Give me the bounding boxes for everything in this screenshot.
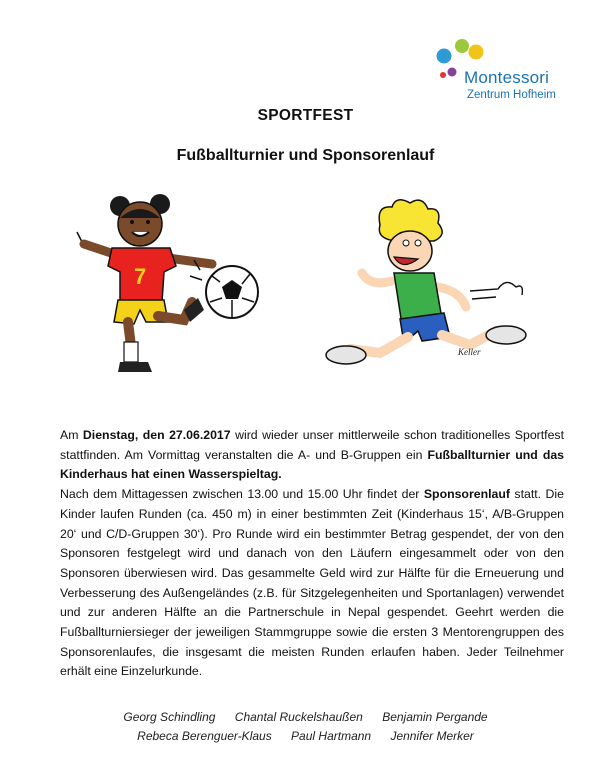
- logo-dot-green: [455, 39, 469, 53]
- logo-dot-blue: [437, 49, 452, 64]
- girl-kicking-ball-illustration: [72, 192, 272, 387]
- signature-name: Paul Hartmann: [291, 728, 372, 743]
- signature-row-1: [0, 708, 611, 727]
- paragraph-1: Am Dienstag, den 27.06.2017 wird wieder unser mittlerweile schon traditionelles Sportfest stattfinden. Am Vormittag veranstalten die A- und B-Gruppen ein Fußballturnier und das Kinderhaus hat einen Wasserspieltag.: [60, 428, 565, 482]
- announcement-text: [60, 426, 564, 682]
- signature-name: Chantal Ruckelshaußen: [234, 710, 363, 724]
- logo-dot-purple: [448, 68, 457, 77]
- signature-name: Benjamin Pergande: [382, 710, 488, 724]
- boy-running-illustration: [310, 195, 540, 390]
- illustrator-signature: Keller: [458, 347, 481, 357]
- logo-name-line2: Zentrum Hofheim: [467, 89, 556, 101]
- signature-name: Georg Schindling: [123, 710, 216, 724]
- logo-dot-red: [440, 72, 446, 78]
- event-date: Dienstag, den 27.06.2017: [82, 428, 231, 442]
- logo-name-line1: Montessori: [464, 68, 550, 87]
- signature-name: Rebeca Berenguer-Klaus: [137, 728, 272, 743]
- logo-dot-yellow: [469, 45, 484, 60]
- signatures: [0, 708, 611, 745]
- sponsored-run-term: Sponsorenlauf: [423, 487, 510, 502]
- page-title: SPORTFEST: [257, 107, 354, 124]
- page-subtitle: Fußballturnier und Sponsorenlauf: [176, 147, 435, 164]
- paragraph-2: Nach dem Mittagessen zwischen 13.00 und 15.00 Uhr findet der Sponsorenlauf statt. Die Kinder laufen Runden (ca. 450 m) in einer bestimmten Zeit (Kinderhaus 15‘, A/B-Gruppen 20‘ und C/D-Gruppen 30‘). Pro Runde wird ein bestimmter Betrag gespendet, der von den Sponsoren festgelegt wird und danach von den Läufern eingesammelt oder von den Sponsoren überwiesen wird. Das gesammelte Geld wird zur Hälfte für die Erneuerung und Verbesserung des Außengeländes (z.B. für Sitzgelegenheiten und Sportanlagen) verwendet und zur anderen Hälfte an die Partnerschule in Nepal gespendet. Geehrt werden die Fußballturniersieger der jeweiligen Stammgruppe sowie die ersten 3 Mentorengruppen des Sponsorenlaufes, die insgesamt die meisten Runden erlaufen haben. Jeder Teilnehmer erhält eine Einzelurkunde.: [60, 487, 564, 679]
- svg-text:7: 7: [134, 264, 147, 289]
- signature-name: Jennifer Merker: [390, 728, 474, 743]
- signature-row-2: [0, 727, 611, 746]
